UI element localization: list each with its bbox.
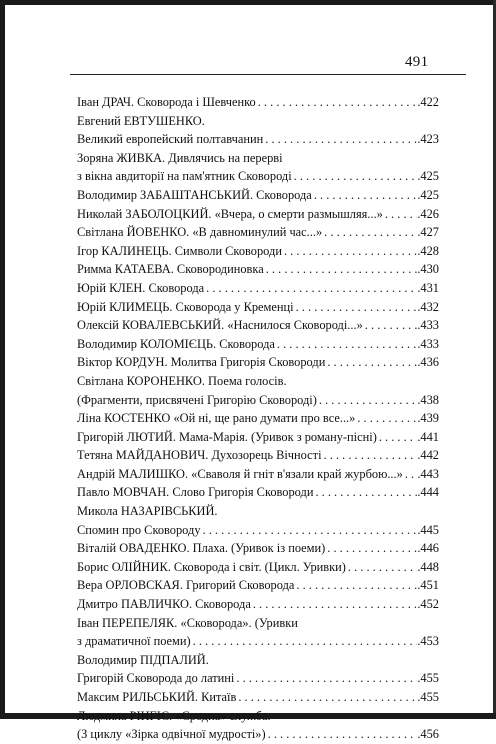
toc-entry-line <box>77 93 439 112</box>
dot-leader <box>234 669 417 688</box>
dot-leader <box>256 93 418 112</box>
dot-leader <box>317 391 417 410</box>
toc-entry-title: Ігор КАЛИНЕЦЬ. Символи Сковороди <box>77 243 282 258</box>
dot-leader <box>403 465 417 484</box>
toc-entry-title: Вера ОРЛОВСКАЯ. Григорий Сковорода <box>77 578 295 593</box>
toc-entry-page: .439 <box>417 411 439 426</box>
toc-entry-page: .425 <box>417 187 439 202</box>
toc-entry-title: Людмила РІНГІС. «Сродна» служба. <box>77 708 271 723</box>
toc-entry-title: Великий европейский полтавчанин <box>77 132 264 147</box>
toc-entry-title: Андрій МАЛИШКО. «Сваволя й гніт в'язали край журбою...» <box>77 466 403 481</box>
toc-entry-title: Микола НАЗАРІВСЬКИЙ. <box>77 504 218 519</box>
toc-entry-line <box>77 186 439 205</box>
toc-entry-title: Ліна КОСТЕНКО «Ой ні, ще рано думати про все...» <box>77 411 356 426</box>
dot-leader <box>275 335 417 354</box>
dot-leader <box>263 130 417 149</box>
toc-entry-line <box>77 223 439 242</box>
dot-leader <box>325 353 417 372</box>
toc-entry-title: Віктор КОРДУН. Молитва Григорія Сковороди <box>77 355 326 370</box>
toc-entry-line <box>77 558 439 577</box>
header-rule <box>70 74 466 75</box>
toc-entry-title: Павло МОВЧАН. Слово Григорія Сковороди <box>77 485 314 500</box>
toc-entry-line <box>77 576 439 595</box>
toc-entry-line <box>77 279 439 298</box>
toc-entry-title: (Фрагменти, присвячені Григорію Сковороді) <box>77 392 317 407</box>
toc-entry-page: .445 <box>417 522 439 537</box>
toc-entry-line <box>77 409 439 428</box>
dot-leader <box>264 260 418 279</box>
toc-entry-line <box>77 483 439 502</box>
toc-entry-title: Зоряна ЖИВКА. Дивлячись на перерві <box>77 150 283 165</box>
toc-entry-page: .433 <box>417 318 439 333</box>
toc-entry-page: .455 <box>417 671 439 686</box>
toc-entry-page: .425 <box>417 169 439 184</box>
dot-leader <box>251 595 417 614</box>
toc-entry-page: .456 <box>417 727 439 742</box>
dot-leader <box>346 558 417 577</box>
toc-entry-line <box>77 595 439 614</box>
toc-entry-page: .430 <box>417 262 439 277</box>
toc-entry-line <box>77 446 439 465</box>
toc-entry-line <box>77 707 439 726</box>
dot-leader <box>312 186 418 205</box>
scan-border-left <box>0 0 5 719</box>
toc-entry-line <box>77 651 439 670</box>
toc-entry-title: Юрій КЛЕН. Сковорода <box>77 280 205 295</box>
toc-entry-line <box>77 242 439 261</box>
toc-entry-title: Спомин про Сковороду <box>77 522 201 537</box>
toc-entry-title: з вікна авдиторії на пам'ятник Сковороді <box>77 169 292 184</box>
toc-entry-page: .438 <box>417 392 439 407</box>
dot-leader <box>294 576 417 595</box>
toc-entry-title: Іван ДРАЧ. Сковорода і Шевченко <box>77 95 256 109</box>
toc-entry-title: з драматичної поеми) <box>77 634 191 649</box>
dot-leader <box>282 242 417 261</box>
toc-entry-page: .428 <box>417 243 439 258</box>
toc-entry-line <box>77 391 439 410</box>
toc-entry-page: .451 <box>417 578 439 593</box>
toc-entry-line <box>77 465 439 484</box>
toc-entry-page: .431 <box>417 280 439 295</box>
page-number: 491 <box>405 54 429 70</box>
toc-entry-title: (З циклу «Зірка одвічної мудрості») <box>77 727 266 742</box>
dot-leader <box>322 446 418 465</box>
toc-entry-page: .433 <box>417 336 439 351</box>
toc-entry-title: Дмитро ПАВЛИЧКО. Сковорода <box>77 597 251 612</box>
toc-entry-page: .436 <box>417 355 439 370</box>
dot-leader <box>355 409 417 428</box>
toc-entry-line <box>77 335 439 354</box>
toc-entry-title: Римма КАТАЕВА. Сковородиновка <box>77 262 264 277</box>
toc-entry-title: Віталій ОВАДЕНКО. Плаха. (Уривок із поеми) <box>77 541 326 556</box>
dot-leader <box>266 725 418 744</box>
toc-entry-line <box>77 669 439 688</box>
toc-entry-page: .446 <box>417 541 439 556</box>
toc-entry-title: Григорій ЛЮТИЙ. Мама-Марія. (Уривок з роману-пісні) <box>77 429 377 444</box>
toc-entry-page: .427 <box>417 225 439 240</box>
toc-entry-page: .455 <box>417 690 439 704</box>
toc-entry-line <box>77 260 439 279</box>
toc-entry-title: Володимир ЗАБАШТАНСЬКИЙ. Сковорода <box>77 187 312 202</box>
dot-leader <box>204 279 417 298</box>
toc-entry-page: .441 <box>417 429 439 444</box>
toc-entry-line <box>77 539 439 558</box>
toc-entry-title: Світлана ЙОВЕНКО. «В давноминулий час...» <box>77 225 323 240</box>
toc-entry-title: Максим РИЛЬСЬКИЙ. Китаїв <box>77 690 237 704</box>
toc-entry-page: .448 <box>417 559 439 574</box>
dot-leader <box>363 316 418 335</box>
toc-entry-title: Володимир КОЛОМІЄЦЬ. Сковорода <box>77 336 275 351</box>
toc-entry-page: .426 <box>417 206 439 221</box>
toc-entry-line <box>77 149 439 168</box>
toc-entry-title: Юрій КЛИМЕЦЬ. Сковорода у Кременці <box>77 299 294 314</box>
dot-leader <box>201 521 418 540</box>
dot-leader <box>377 428 417 447</box>
toc-entry-title: Григорій Сковорода до латині <box>77 671 235 686</box>
toc-entry-line <box>77 725 439 744</box>
dot-leader <box>191 632 418 651</box>
toc-entry-line <box>77 502 439 521</box>
toc-entry-page: .422 <box>417 95 439 109</box>
toc-entry-line <box>77 372 439 391</box>
toc-entry-page: .432 <box>417 299 439 314</box>
toc-entry-page: .442 <box>417 448 439 463</box>
toc-entry-title: Олексій КОВАЛЕВСЬКИЙ. «Наснилося Сковороді...» <box>77 318 363 333</box>
toc-entry-line <box>77 130 439 149</box>
dot-leader <box>313 483 417 502</box>
toc-entry-line <box>77 112 439 131</box>
toc-entry-line <box>77 205 439 224</box>
toc-entry-title: Борис ОЛІЙНИК. Сковорода і світ. (Цикл. Уривки) <box>77 559 346 574</box>
scan-border-top <box>0 0 496 5</box>
dot-leader <box>292 167 418 186</box>
toc-entry-line <box>77 167 439 186</box>
dot-leader <box>325 539 417 558</box>
toc-entry-line <box>77 688 439 707</box>
toc-entry-line <box>77 353 439 372</box>
toc-entry-title: Володимир ПІДПАЛИЙ. <box>77 652 209 667</box>
dot-leader <box>322 223 417 242</box>
toc-entry-page: .453 <box>417 634 439 649</box>
toc-entry-page: .452 <box>417 597 439 612</box>
dot-leader <box>383 205 417 224</box>
toc-entry-title: Іван ПЕРЕПЕЛЯК. «Сковорода». (Уривки <box>77 615 298 630</box>
toc-entry-line <box>77 298 439 317</box>
toc-entry-title: Николай ЗАБОЛОЦКИЙ. «Вчера, о смерти размышляя...» <box>77 206 383 221</box>
toc-entry-title: Тетяна МАЙДАНОВИЧ. Духозорець Вічності <box>77 448 322 463</box>
dot-leader <box>294 298 418 317</box>
dot-leader <box>236 688 417 707</box>
toc-entry-page: .444 <box>417 485 439 500</box>
toc-entry-title: Світлана КОРОНЕНКО. Поема голосів. <box>77 373 287 388</box>
toc-entry-page: .443 <box>417 466 439 481</box>
toc-entry-line <box>77 316 439 335</box>
toc-entry-line <box>77 632 439 651</box>
toc-entry-line <box>77 614 439 633</box>
table-of-contents <box>77 93 439 744</box>
toc-entry-line <box>77 428 439 447</box>
toc-entry-title: Евгений ЕВТУШЕНКО. <box>77 113 205 128</box>
toc-entry-line <box>77 521 439 540</box>
toc-entry-page: .423 <box>417 132 439 147</box>
